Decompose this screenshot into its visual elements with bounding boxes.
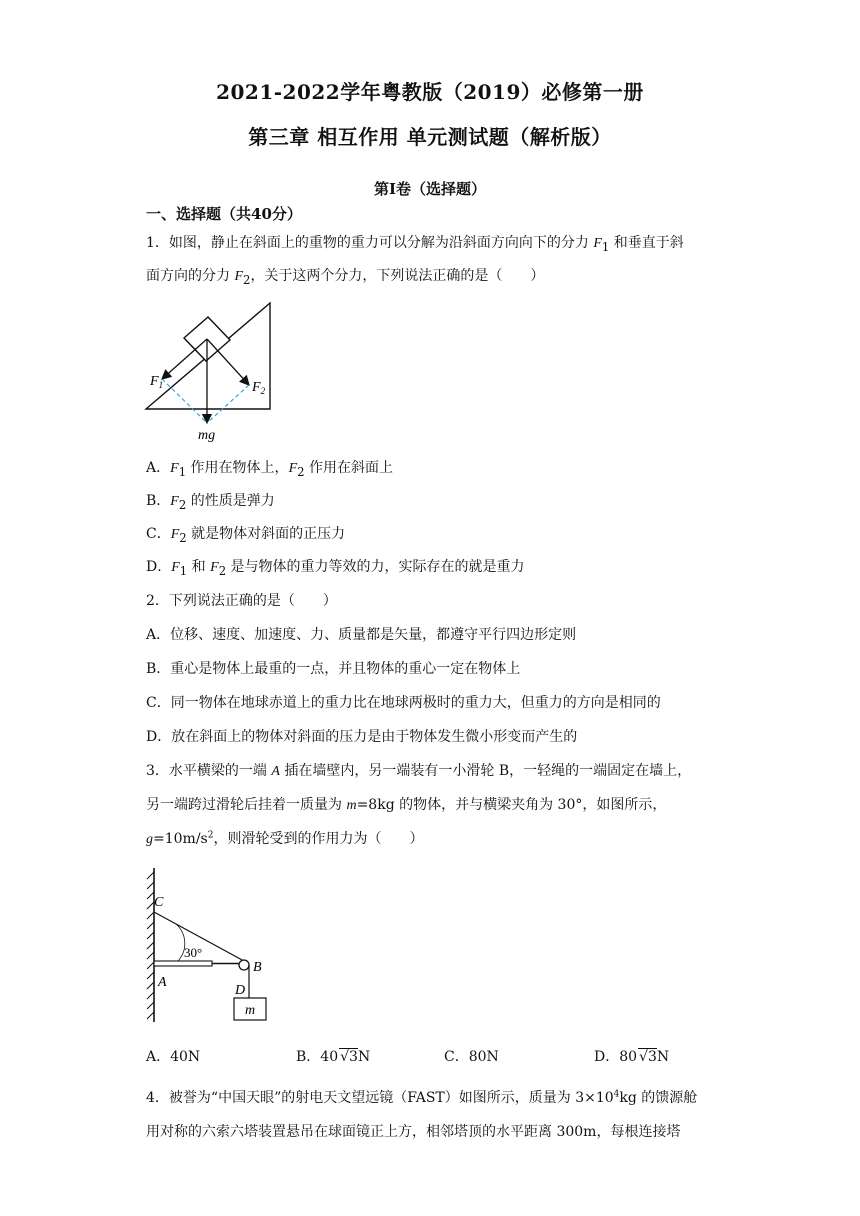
pulley [239,960,249,970]
q1-incline-figure [140,295,280,445]
q4-stem-line1: 4．被誉为“中国天眼”的射电天文望远镜（FAST）如图所示，质量为 $3\times 10^4kg$ 的馈源舱 [146,1089,698,1106]
q1-stem-line1: 1．如图，静止在斜面上的重物的重力可以分解为沿斜面方向向下的分力 $F_1$ 和垂直于斜 [146,235,684,254]
q1-option-d[interactable]: D．$F_1$ 和 $F_2$ 是与物体的重力等效的力，实际存在的就是重力 [146,559,525,578]
f1-arrow [162,339,207,379]
volume-title: 第Ⅰ卷（选择题） [373,180,487,198]
sqrt-3: √3 [639,1049,657,1065]
f2-arrow [207,339,249,385]
q2-option-b[interactable]: B．重心是物体上最重的一点，并且物体的重心一定在物体上 [146,661,521,677]
doc-title-line1: 2021-2022学年粤教版（2019）必修第一册 [216,80,644,104]
doc-title-line2: 第三章 相互作用 单元测试题（解析版） [248,125,612,149]
q2-option-c[interactable]: C．同一物体在地球赤道上的重力比在地球两极时的重力大，但重力的方向是相同的 [146,695,661,711]
q1-stem-line2: 面方向的分力 $F_2$，关于这两个分力，下列说法正确的是（ ） [146,268,545,287]
q1-option-a[interactable]: A．$F_1$ 作用在物体上，$F_2$ 作用在斜面上 [146,460,393,479]
f2-label: $F_2$ [252,380,266,396]
q3-option-a[interactable]: A．40N [146,1049,201,1065]
q1-option-b[interactable]: B．$F_2$ 的性质是弹力 [146,493,275,512]
q4-stem-line2: 用对称的六索六塔装置悬吊在球面镜正上方，相邻塔顶的水平距离 300m，每根连接塔 [146,1124,681,1140]
q2-stem: 2．下列说法正确的是（ ） [146,593,337,609]
q3-stem-line2: 另一端跨过滑轮后挂着一质量为 m=8kg 的物体，并与横梁夹角为 30°，如图所示， [146,797,667,813]
label-d: D [235,983,246,998]
q1-option-c[interactable]: C．$F_2$ 就是物体对斜面的正压力 [146,526,346,545]
label-c: C [154,895,164,910]
mg-label: mg [198,428,216,443]
f1-label: $F_1$ [150,374,164,390]
label-b: B [253,960,262,975]
label-angle: 30° [184,945,203,960]
q3-options-row [0,1046,860,1070]
q3-option-d[interactable]: D．80 √3N [594,1049,670,1065]
label-a: A [158,975,167,990]
q3-option-b[interactable]: B．40 √3N [296,1049,371,1065]
q3-stem-line3: $g=10m/s^2$，则滑轮受到的作用力为（ ） [146,830,424,847]
q2-option-a[interactable]: A．位移、速度、加速度、力、质量都是矢量，都遵守平行四边形定则 [146,627,577,643]
beam [154,961,212,966]
q3-pulley-figure [140,862,280,1032]
part-heading: 一、选择题（共40分） [146,205,302,223]
label-m: m [245,1003,256,1018]
q3-stem-line1: 3．水平横梁的一端 A 插在墙壁内，另一端装有一小滑轮 B，一轻绳的一端固定在墙上， [146,763,692,779]
q2-option-d[interactable]: D．放在斜面上的物体对斜面的压力是由于物体发生微小形变而产生的 [146,729,578,745]
sqrt-3: √3 [340,1049,358,1065]
q3-option-c[interactable]: C．80N [444,1049,499,1065]
